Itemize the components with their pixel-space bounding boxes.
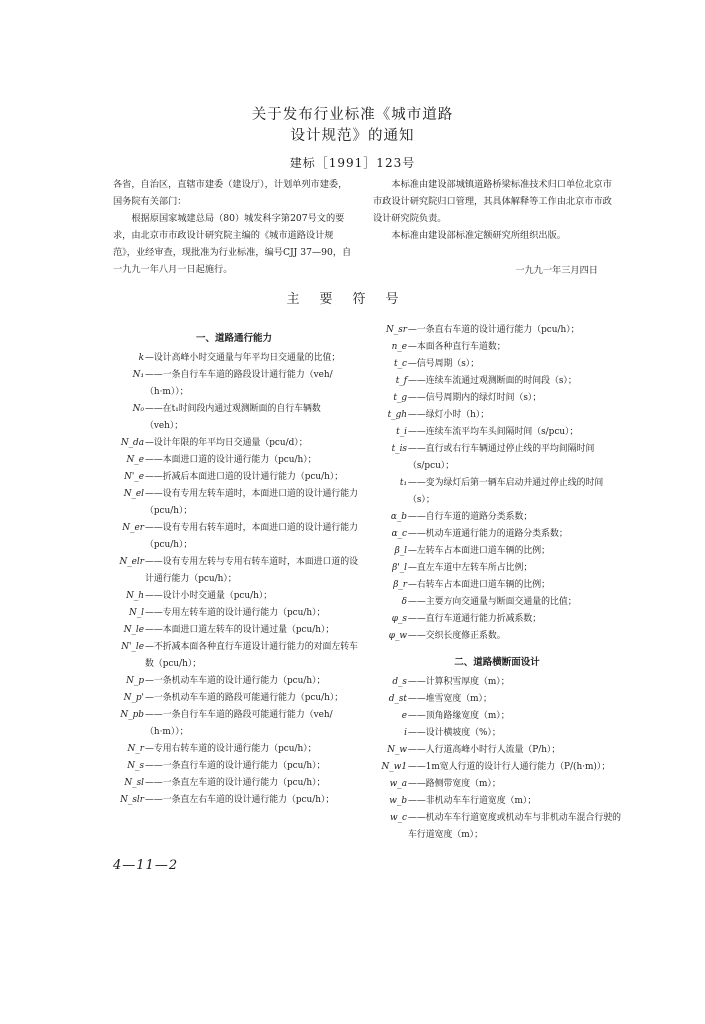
symbol-description: ——设有专用右转车道时，本面进口道的设计通行能力（pcu/h）； xyxy=(145,523,358,550)
symbol-description: ——1m宽人行道的设计行人通行能力（P/(h·m)）； xyxy=(408,762,611,772)
symbol-description: ——一条自行车车道的路段可能通行能力（veh/（h·m））； xyxy=(145,710,333,737)
right-entries-list-2 xyxy=(373,674,621,844)
symbol: N_le xyxy=(123,625,144,635)
notice-publication-text: 本标准由建设部标准定额研究所组织出版。 xyxy=(391,230,566,241)
symbol-entry xyxy=(373,691,621,708)
symbol-description: ——人行道高峰小时行人流量（P/h）； xyxy=(408,745,561,755)
symbol: i xyxy=(404,728,407,738)
symbol: N_w xyxy=(387,745,407,755)
symbol-description: —设计年限的年平均日交通量（pcu/d）； xyxy=(145,438,308,448)
symbol: N_h xyxy=(126,591,144,601)
symbol: N_p' xyxy=(123,693,144,703)
symbol-description: ——信号周期内的绿灯时间（s）； xyxy=(408,393,542,403)
symbol-description: ——顶角路缘宽度（m）； xyxy=(408,711,510,721)
symbol: β_l xyxy=(394,546,407,556)
symbol: t_f xyxy=(395,376,407,386)
symbol-description: ——设有专用左转与专用右转车道时，本面进口道的设计通行能力（pcu/h）； xyxy=(145,557,358,584)
symbol: w_a xyxy=(389,779,407,789)
symbol: t_i xyxy=(396,427,407,437)
symbol: d_s xyxy=(392,677,407,687)
document-number: 建标［1991］123号 xyxy=(289,156,416,170)
symbol-description: ——本面进口道左转车的设计通过量（pcu/h）； xyxy=(145,625,335,635)
symbol: δ xyxy=(401,597,407,607)
symbol: N_e xyxy=(126,455,144,465)
symbol-entry xyxy=(110,707,358,741)
symbol: t_gh xyxy=(387,410,407,420)
symbol-entry xyxy=(110,350,358,367)
symbol-description: ——计算积雪厚度（m）； xyxy=(408,677,510,687)
symbol-description: —直左车道中左转车所占比例； xyxy=(408,563,533,573)
symbol-description: ——折减后本面进口道的设计通行能力（pcu/h）； xyxy=(145,472,344,482)
symbol-description: —左转车占本面进口道车辆的比例； xyxy=(408,546,550,556)
section-title: 主要符号 xyxy=(286,292,419,307)
symbol-entry xyxy=(110,758,358,775)
symbol-entry xyxy=(110,486,358,520)
page-number: 4—11—2 xyxy=(113,858,179,873)
symbol: φ_w xyxy=(388,631,407,641)
symbol-description: —一条直右车道的设计通行能力（pcu/h）； xyxy=(408,325,580,335)
symbol: N_p xyxy=(126,676,144,686)
symbol-description: ——设计横坡度（%）； xyxy=(408,728,501,738)
notice-title-line2: 设计规范》的通知 xyxy=(290,128,415,144)
symbol: w_c xyxy=(389,813,407,823)
symbol-description: ——路侧带宽度（m）； xyxy=(408,779,501,789)
symbol: N_pb xyxy=(120,710,144,720)
symbol-entry xyxy=(373,475,621,509)
symbol-description: —不折减本面各种直行车道设计通行能力的对面左转车数（pcu/h）； xyxy=(145,642,358,669)
symbol: β'_l xyxy=(392,563,407,573)
symbol-entry xyxy=(110,367,358,401)
symbol: N'_e xyxy=(124,472,144,482)
symbol-entry xyxy=(373,577,621,594)
symbol-entry xyxy=(373,356,621,373)
symbol-entry xyxy=(110,639,358,673)
symbol-description: ——直行或右行车辆通过停止线的平均间隔时间（s/pcu）； xyxy=(408,444,595,471)
notice-date: 一九九一年三月四日 xyxy=(515,265,598,276)
symbol-entry xyxy=(110,775,358,792)
symbol-description: ——设有专用左转车道时，本面进口道的设计通行能力（pcu/h）； xyxy=(145,489,358,516)
symbol: α_c xyxy=(391,529,407,539)
symbol: N₁ xyxy=(132,370,144,380)
symbol: N_s xyxy=(127,761,144,771)
subsection-heading-capacity: 一、道路通行能力 xyxy=(195,333,272,344)
symbol-entry xyxy=(110,792,358,809)
symbol-description: ——交织长度修正系数。 xyxy=(408,631,506,641)
symbol: k xyxy=(138,353,144,363)
symbol-entry xyxy=(373,407,621,424)
symbol-entry xyxy=(373,776,621,793)
symbol-entry xyxy=(373,759,621,776)
subsection-heading-cross-section: 二、道路横断面设计 xyxy=(454,657,540,668)
notice-right-block xyxy=(373,176,618,244)
symbol-description: ——堆雪宽度（m）； xyxy=(408,694,492,704)
symbol-entry xyxy=(110,605,358,622)
symbol: N_sr xyxy=(385,325,407,335)
symbol: t_g xyxy=(393,393,407,403)
notice-left-block xyxy=(113,176,353,278)
symbol-entry xyxy=(373,526,621,543)
symbol-entry xyxy=(110,401,358,435)
notice-addressees: 各省，自治区，直辖市建委（建设厅），计划单列市建委，国务院有关部门： xyxy=(113,179,348,207)
symbol: φ_s xyxy=(391,614,407,624)
symbol-description: ——本面进口道的设计通行能力（pcu/h）； xyxy=(145,455,317,465)
symbol-description: ——机动车道通行能力的道路分类系数； xyxy=(408,529,568,539)
symbol-description: ——绿灯小时（h）； xyxy=(408,410,490,420)
symbol-entry xyxy=(373,708,621,725)
symbol-description: —右转车占本面进口道车辆的比例； xyxy=(408,580,550,590)
symbol-description: ——连续车流平均车头间隔时间（s/pcu）； xyxy=(408,427,579,437)
symbol-description: ——专用左转车道的设计通行能力（pcu/h）； xyxy=(145,608,326,618)
symbol-entry xyxy=(373,725,621,742)
symbol-entry xyxy=(373,742,621,759)
symbol-entry xyxy=(373,322,621,339)
symbol-entry xyxy=(373,628,621,645)
symbol-entry xyxy=(373,390,621,407)
symbol: t_is xyxy=(391,444,407,454)
symbol-description: ——一条自行车车道的路段设计通行能力（veh/（h·m））； xyxy=(145,370,333,397)
symbol: t_c xyxy=(394,359,407,369)
symbol-description: —一条机动车车道的设计通行能力（pcu/h）； xyxy=(145,676,326,686)
symbol-description: —一条机动车车道的路段可能通行能力（pcu/h）； xyxy=(145,693,344,703)
symbol-entry xyxy=(110,435,358,452)
symbol-entry xyxy=(373,810,621,844)
symbol-entry xyxy=(110,452,358,469)
notice-title-line1: 关于发布行业标准《城市道路 xyxy=(251,107,454,123)
symbol-description: ——在t₁时间段内通过观测断面的自行车辆数（veh）； xyxy=(145,404,321,431)
symbol: N_w1 xyxy=(381,762,407,772)
symbol-entry xyxy=(110,520,358,554)
symbol-description: —设计高峰小时交通量与年平均日交通量的比值； xyxy=(145,353,341,363)
symbol: t₁ xyxy=(399,478,407,488)
symbol-entry xyxy=(373,560,621,577)
symbol-entry xyxy=(110,690,358,707)
symbol-entry xyxy=(110,741,358,758)
symbol-entry xyxy=(110,588,358,605)
symbol-entry xyxy=(110,622,358,639)
symbol: N_elr xyxy=(119,557,144,567)
symbol-description: ——自行车道的道路分类系数； xyxy=(408,512,533,522)
symbol-entry xyxy=(373,674,621,691)
symbol: N_slr xyxy=(120,795,144,805)
symbol-entry xyxy=(373,424,621,441)
symbol-description: ——一条直左车道的设计通行能力（pcu/h）； xyxy=(145,778,326,788)
symbol-description: ——变为绿灯后第一辆车启动并通过停止线的时间（s）； xyxy=(408,478,604,505)
symbols-right-column xyxy=(373,322,621,844)
symbol-description: ——一条直行车道的设计通行能力（pcu/h）； xyxy=(145,761,326,771)
symbol-description: ——主要方向交通量与断面交通量的比值； xyxy=(408,597,577,607)
symbols-left-column xyxy=(110,330,358,809)
symbol: N_l xyxy=(128,608,144,618)
left-entries-list xyxy=(110,350,358,809)
symbol-description: ——一条直左右车道的设计通行能力（pcu/h）； xyxy=(145,795,335,805)
symbol-entry xyxy=(373,543,621,560)
symbol-description: —信号周期（s）； xyxy=(408,359,480,369)
symbol-entry xyxy=(373,509,621,526)
symbol: N_sl xyxy=(124,778,144,788)
symbol-entry xyxy=(373,441,621,475)
symbol: d_st xyxy=(388,694,407,704)
symbol: N_r xyxy=(127,744,144,754)
symbol: N_er xyxy=(122,523,144,533)
symbol: β_r xyxy=(393,580,407,590)
right-entries-list xyxy=(373,322,621,645)
symbol-description: —本面各种直行车道数； xyxy=(408,342,506,352)
symbol-entry xyxy=(110,469,358,486)
symbol-entry xyxy=(373,594,621,611)
symbol-entry xyxy=(373,611,621,628)
notice-approval-text: 根据原国家城建总局（80）城发科字第207号文的要求，由北京市市政设计研究院主编的《城市道路设计规范》，业经审查，现批准为行业标准，编号CJJ 37—90，自一九九一年八月一日起施行。 xyxy=(113,213,352,275)
symbol-entry xyxy=(110,554,358,588)
notice-management-text: 本标准由建设部城镇道路桥梁标准技术归口单位北京市市政设计研究院归口管理，其具体解释等工作由北京市市政设计研究院负责。 xyxy=(373,179,612,224)
symbol: e xyxy=(401,711,407,721)
symbol-description: ——机动车车行道宽度或机动车与非机动车混合行驶的车行道宽度（m）； xyxy=(408,813,621,840)
symbol-entry xyxy=(110,673,358,690)
symbol-description: ——非机动车车行道宽度（m）； xyxy=(408,796,537,806)
symbol-entry xyxy=(373,339,621,356)
symbol-entry xyxy=(373,373,621,390)
symbol-description: ——连续车流通过观测断面的时间段（s）； xyxy=(408,376,577,386)
symbol-entry xyxy=(373,793,621,810)
symbol: N₀ xyxy=(132,404,144,414)
symbol: N_da xyxy=(120,438,144,448)
symbol-description: —专用右转车道的设计通行能力（pcu/h）； xyxy=(145,744,317,754)
symbol: n_e xyxy=(391,342,407,352)
symbol: N_el xyxy=(123,489,144,499)
symbol: N'_le xyxy=(121,642,144,652)
symbol: w_b xyxy=(389,796,407,806)
symbol-description: ——设计小时交通量（pcu/h）； xyxy=(145,591,273,601)
symbol: α_b xyxy=(390,512,407,522)
symbol-description: ——直行车道通行能力折减系数； xyxy=(408,614,542,624)
